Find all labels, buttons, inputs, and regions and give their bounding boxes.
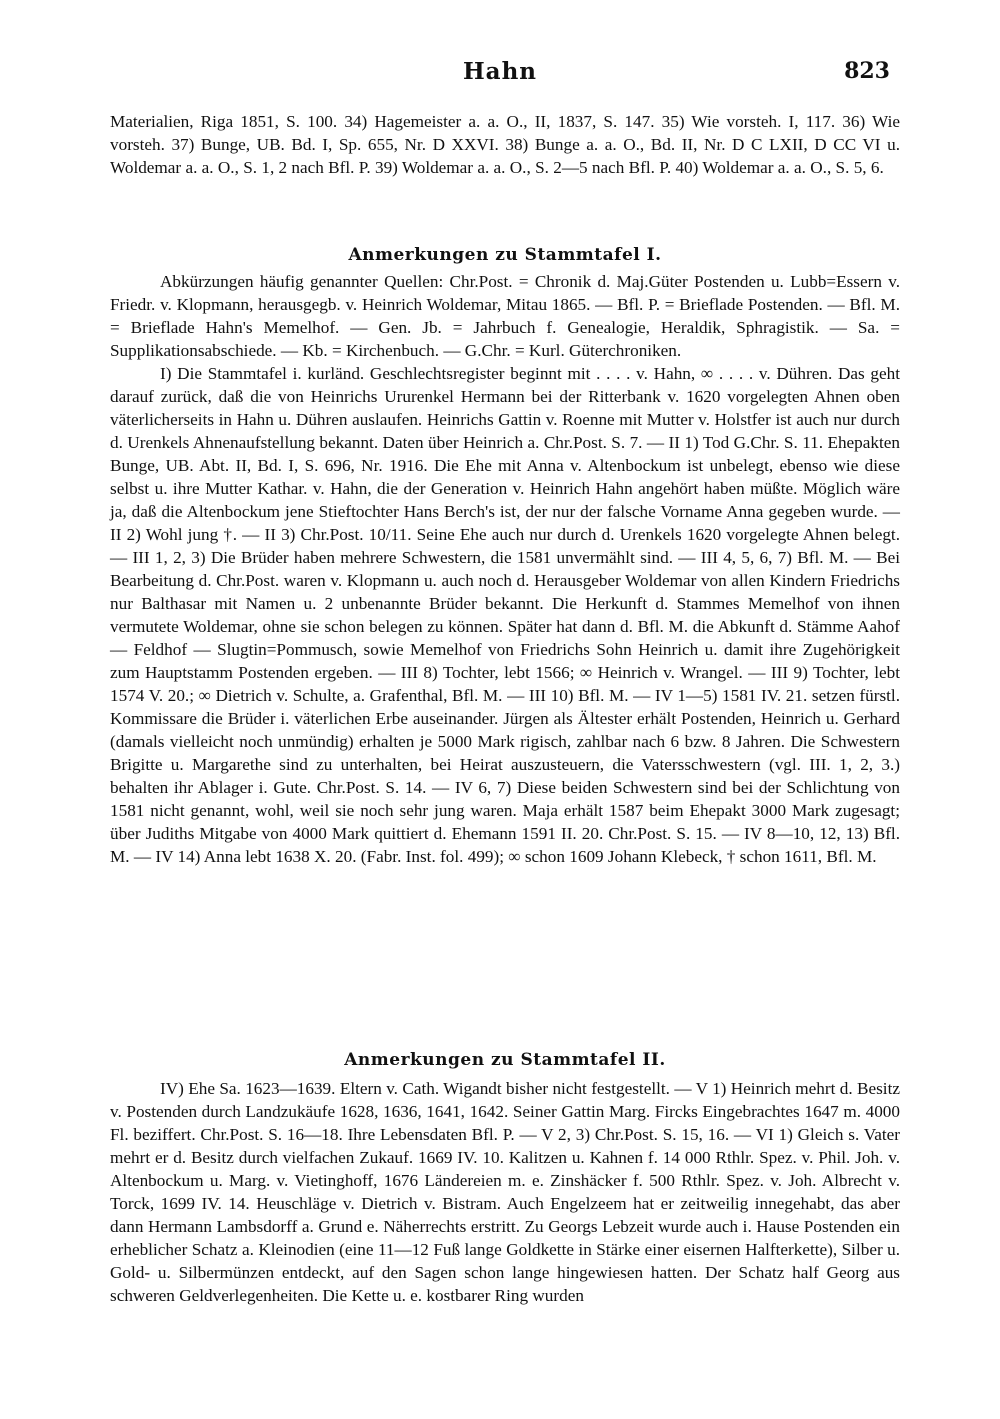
notes-paragraph: I) Die Stammtafel i. kurländ. Geschlechtsregister beginnt mit . . . . v. Hahn, ∞ . . . . v. Dühren. Das geht darauf zurück, daß die von Heinrichs Ururenkel Hermann bei der Ritterbank v. 1620 vorgelegten Ahnen oben väterlicherseits in Hahn u. Dühren auslaufen. Heinrichs Gattin v. Roenne mit Mutter v. Holstfer ist auch nur durch d. Urenkels Ahnenaufstellung bekannt. Daten über Heinrich a. Chr.Post. S. 7. — II 1) Tod G.Chr. S. 11. Ehepakten Bunge, UB. Abt. II, Bd. I, S. 696, Nr. 1916. Die Ehe mit Anna v. Altenbockum ist unbelegt, ebenso wie diese selbst u. ihre Mutter Kathar. v. Hahn, die der Generation v. Heinrich Hahn angehört haben müßte. Möglich wäre ja, daß die Altenbockum jene Stieftochter Hans Berch's ist, der nur der falsche Vorname Anna gegeben wurde. — II 2) Wohl jung †. — II 3) Chr.Post. 10/11. Seine Ehe auch nur durch d. Urenkels 1620 vorgelegte Ahnen belegt. — III 1, 2, 3) Die Brüder haben mehrere Schwestern, die 1581 unvermählt sind. — III 4, 5, 6, 7) Bfl. M. — Bei Bearbeitung d. Chr.Post. waren v. Klopmann u. auch noch d. Herausgeber Woldemar von allen Kindern Friedrichs nur Balthasar mit Namen u. 2 unbenannte Brüder bekannt. Die Herkunft d. Stammes Memelhof von ihnen vermutete Woldemar, ohne sie schon belegen zu können. Später hat dann d. Bfl. M. die Abkunft d. Stämme Aahof — Feldhof — Slugtin=Pommusch, sowie Memelhof von Friedrichs Sohn Heinrich u. damit ihre Zugehörigkeit zum Hauptstamm Postenden ergeben. — III 8) Tochter, lebt 1566; ∞ Heinrich v. Wrangel. — III 9) Tochter, lebt 1574 V. 20.; ∞ Dietrich v. Schulte, a. Grafenthal, Bfl. M. — III 10) Bfl. M. — IV 1—5) 1581 IV. 21. setzen fürstl. Kommissare die Brüder i. väterlichen Erbe auseinander. Jürgen als Ältester erhält Postenden, Heinrich u. Gerhard (damals vielleicht noch unmündig) erhalten je 5000 Mark rigisch, zahlbar nach 6 bzw. 8 Jahren. Die Schwestern Brigitte u. Margarethe sind zu unterhalten, bei Heirat auszusteuern, die Vatersschwestern (vgl. III. 1, 2, 3.) behalten ihr Ablager i. Gute. Chr.Post. S. 14. — IV 6, 7) Diese beiden Schwestern sind bei der Schlichtung von 1581 nicht genannt, wohl, weil sie noch sehr jung waren. Maja erhält 1587 beim Ehepakt 3000 Mark zugesagt; über Judiths Mitgabe von 4000 Mark quittiert d. Ehemann 1591 II. 20. Chr.Post. S. 15. — IV 8—10, 12, 13) Bfl. M. — IV 14) Anna lebt 1638 X. 20. (Fabr. Inst. fol. 499); ∞ schon 1609 Johann Klebeck, † schon 1611, Bfl. M. <box>110 364 900 866</box>
footnote-continuation <box>110 110 900 179</box>
footnote-paragraph: Materialien, Riga 1851, S. 100. 34) Hagemeister a. a. O., II, 1837, S. 147. 35) Wie vorsteh. I, 117. 36) Wie vorsteh. 37) Bunge, UB. Bd. I, Sp. 655, Nr. D XXVI. 38) Bunge a. a. O., Bd. II, Nr. D C LXII, D CC VI u. Woldemar a. a. O., S. 1, 2 nach Bfl. P. 39) Woldemar a. a. O., S. 2—5 nach Bfl. P. 40) Woldemar a. a. O., S. 5, 6. <box>110 112 900 177</box>
notes-paragraph: IV) Ehe Sa. 1623—1639. Eltern v. Cath. Wigandt bisher nicht festgestellt. — V 1) Heinrich mehrt d. Besitz v. Postenden durch Landzukäufe 1628, 1636, 1641, 1642. Seiner Gattin Marg. Fircks Eingebrachtes 1647 m. 4000 Fl. beziffert. Chr.Post. S. 16—18. Ihre Lebensdaten Bfl. P. — V 2, 3) Chr.Post. S. 15, 16. — VI 1) Gleich s. Vater mehrt er d. Besitz durch vielfachen Zukauf. 1669 IV. 10. Kalitzen u. Kahnen f. 14 000 Rthlr. Spez. v. Phil. Joh. v. Altenbockum u. Marg. v. Vietinghoff, 1676 Ländereien m. e. Zinshäcker f. 500 Rthlr. Spez. v. Joh. Albrecht v. Torck, 1699 IV. 14. Heuschläge v. Dietrich v. Bistram. Auch Engelzeem hat er zeitweilig innegehabt, das aber dann Hermann Lambsdorff a. Grund e. Näherrechts erstritt. Zu Georgs Lebzeit wurde auch i. Hause Postenden ein erheblicher Schatz a. Kleinodien (eine 11—12 Fuß lange Goldkette in Stärke einer eisernen Halfterkette), Silber u. Gold- u. Silbermünzen entdeckt, auf den Sagen schon lange hingewiesen hatten. Der Schatz half Georg aus schweren Geldverlegenheiten. Die Kette u. e. kostbarer Ring wurden <box>110 1079 900 1305</box>
section-body-stammtafel-1 <box>110 270 900 868</box>
section-heading-stammtafel-1: Anmerkungen zu Stammtafel I. <box>348 245 662 265</box>
section-heading-stammtafel-2: Anmerkungen zu Stammtafel II. <box>344 1050 666 1070</box>
page-number: 823 <box>844 58 890 84</box>
page-title: Hahn <box>462 58 538 85</box>
section-body-stammtafel-2 <box>110 1077 900 1307</box>
running-head <box>0 58 1000 88</box>
abbreviations-paragraph: Abkürzungen häufig genannter Quellen: Chr.Post. = Chronik d. Maj.Güter Postenden u. Lubb=Essern v. Friedr. v. Klopmann, herausgegb. v. Heinrich Woldemar, Mitau 1865. — Bfl. P. = Brieflade Postenden. — Bfl. M. = Brieflade Hahn's Memelhof. — Gen. Jb. = Jahrbuch f. Genealogie, Heraldik, Sphragistik. — Sa. = Supplikationsabschiede. — Kb. = Kirchenbuch. — G.Chr. = Kurl. Güterchroniken. <box>110 272 900 360</box>
